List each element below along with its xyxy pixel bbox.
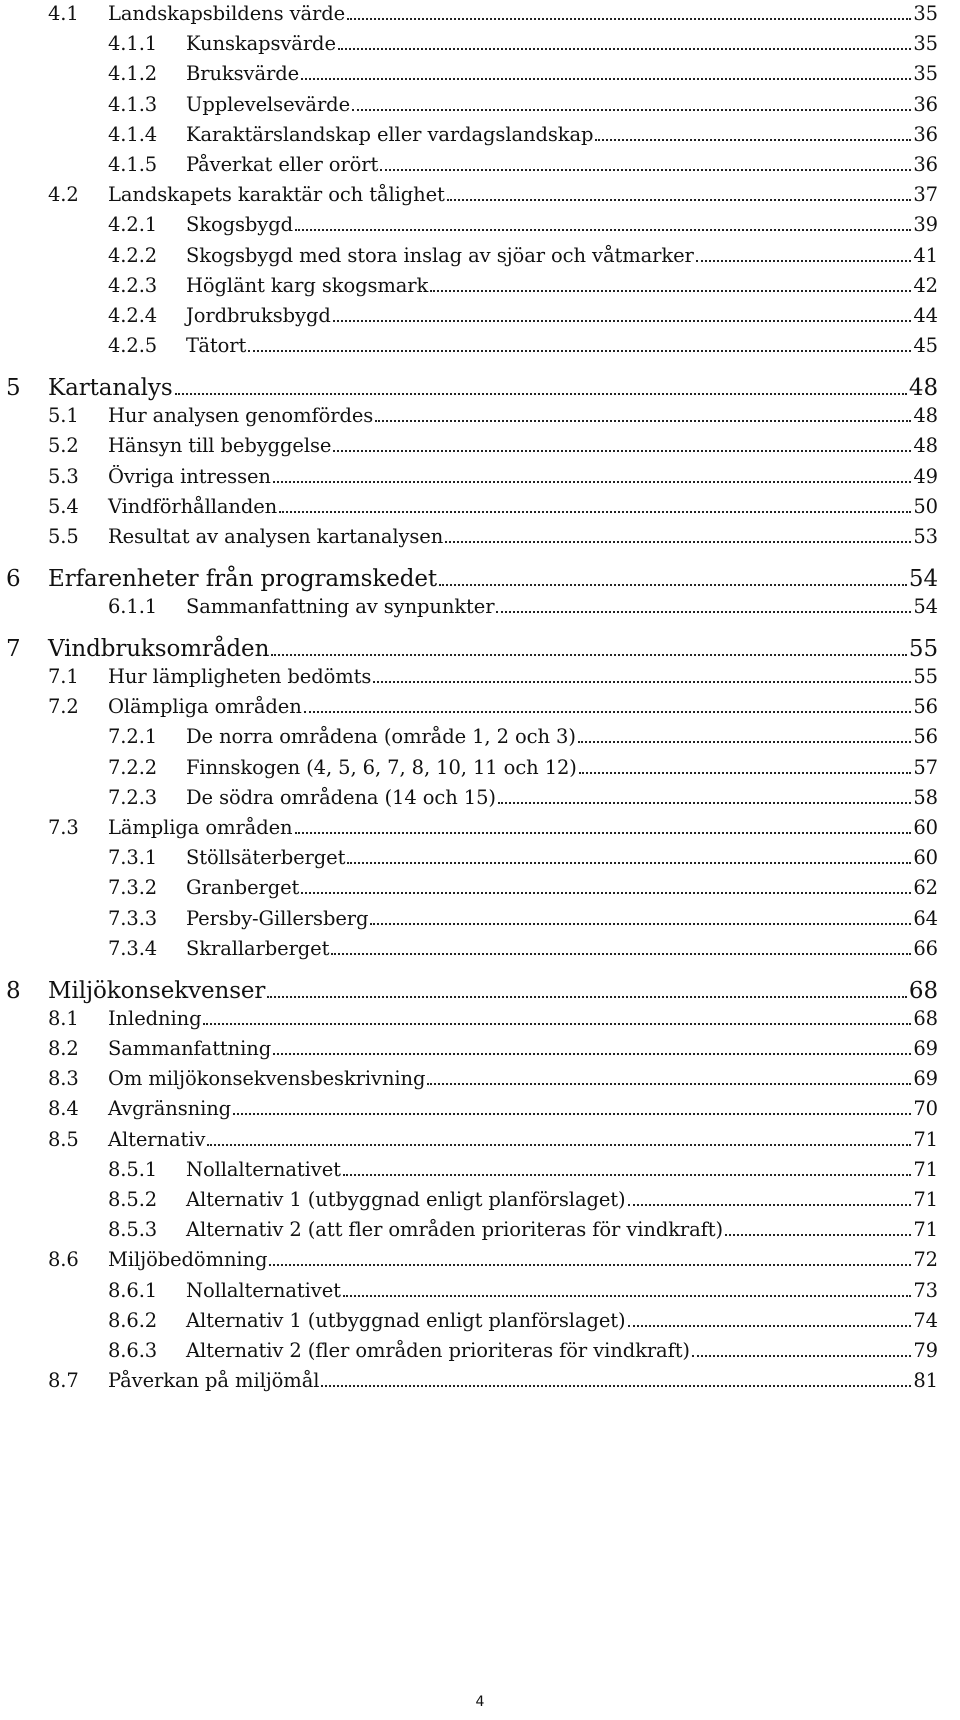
toc-dot-leader — [370, 923, 911, 925]
toc-entry[interactable] — [108, 274, 938, 298]
page-number: 4 — [475, 1694, 485, 1710]
toc-entry-number: 5.2 — [48, 434, 79, 457]
toc-entry-title: Erfarenheter från programskedet — [48, 566, 437, 592]
toc-dot-leader — [304, 711, 912, 713]
toc-entry-page: 71 — [913, 1188, 938, 1211]
toc-entry[interactable] — [48, 2, 938, 26]
toc-dot-leader — [595, 139, 911, 141]
toc-entry[interactable] — [108, 1218, 938, 1242]
toc-entry-title: Vindbruksområden — [48, 636, 270, 662]
toc-entry[interactable] — [108, 244, 938, 268]
toc-entry-title: Stöllsäterberget — [186, 846, 346, 869]
toc-dot-leader — [321, 1385, 911, 1387]
toc-entry-number: 8.3 — [48, 1067, 79, 1090]
toc-entry-title: De norra områdena (område 1, 2 och 3) — [186, 725, 576, 748]
toc-entry[interactable] — [108, 62, 938, 86]
toc-dot-leader — [338, 48, 911, 50]
toc-entry-title: Tätort — [186, 334, 247, 357]
toc-entry-number: 4.1.4 — [108, 123, 158, 146]
toc-entry-number: 7.1 — [48, 665, 79, 688]
toc-entry-page: 55 — [908, 636, 938, 662]
toc-dot-leader — [279, 511, 911, 513]
toc-entry-page: 54 — [908, 566, 938, 592]
toc-dot-leader — [175, 393, 907, 395]
toc-entry-number: 7.2 — [48, 695, 79, 718]
toc-entry-page: 72 — [913, 1248, 938, 1271]
toc-entry[interactable] — [108, 725, 938, 749]
toc-entry-number: 8.5.2 — [108, 1188, 158, 1211]
toc-entry-title: Skrallarberget — [186, 937, 330, 960]
toc-entry-page: 35 — [913, 62, 938, 85]
toc-entry-number: 7.3.2 — [108, 876, 158, 899]
toc-entry-page: 36 — [913, 93, 938, 116]
toc-entry-number: 8.5 — [48, 1128, 79, 1151]
toc-entry[interactable] — [6, 635, 938, 663]
toc-entry-page: 69 — [913, 1037, 938, 1060]
toc-entry[interactable] — [48, 495, 938, 519]
toc-entry[interactable] — [108, 32, 938, 56]
toc-dot-leader — [343, 1174, 911, 1176]
toc-entry[interactable] — [48, 1007, 938, 1031]
toc-entry[interactable] — [6, 565, 938, 593]
toc-entry-title: Persby-Gillersberg — [186, 907, 369, 930]
toc-entry-page: 66 — [913, 937, 938, 960]
toc-dot-leader — [375, 420, 911, 422]
toc-dot-leader — [628, 1204, 912, 1206]
toc-entry[interactable] — [108, 153, 938, 177]
toc-entry-number: 4.2.2 — [108, 244, 158, 267]
toc-entry-page: 69 — [913, 1067, 938, 1090]
toc-entry[interactable] — [108, 1339, 938, 1363]
toc-entry-page: 48 — [913, 434, 938, 457]
toc-entry-title: Hur lämpligheten bedömts — [108, 665, 372, 688]
toc-entry-page: 71 — [913, 1158, 938, 1181]
toc-dot-leader — [343, 1295, 911, 1297]
toc-entry-title: Inledning — [108, 1007, 202, 1030]
toc-entry-title: Landskapets karaktär och tålighet — [108, 183, 445, 206]
toc-entry-number: 8.2 — [48, 1037, 79, 1060]
toc-entry-page: 49 — [913, 465, 938, 488]
toc-entry-title: Om miljökonsekvensbeskrivning — [108, 1067, 426, 1090]
toc-entry[interactable] — [48, 1097, 938, 1121]
toc-entry-page: 56 — [913, 695, 938, 718]
toc-entry[interactable] — [48, 183, 938, 207]
toc-dot-leader — [267, 996, 907, 998]
toc-entry-page: 50 — [913, 495, 938, 518]
toc-dot-leader — [373, 681, 911, 683]
toc-entry-page: 79 — [913, 1339, 938, 1362]
toc-entry-number: 7.3 — [48, 816, 79, 839]
toc-dot-leader — [271, 654, 907, 656]
toc-entry-page: 35 — [913, 32, 938, 55]
toc-entry-number: 8.6.2 — [108, 1309, 158, 1332]
toc-entry[interactable] — [108, 1309, 938, 1333]
toc-entry[interactable] — [108, 123, 938, 147]
toc-entry-number: 6 — [6, 566, 21, 592]
toc-entry[interactable] — [48, 525, 938, 549]
toc-entry-number: 4.2.1 — [108, 213, 158, 236]
toc-entry-page: 36 — [913, 123, 938, 146]
toc-dot-leader — [439, 584, 907, 586]
toc-entry-number: 4.1.5 — [108, 153, 158, 176]
toc-dot-leader — [295, 832, 912, 834]
toc-entry[interactable] — [48, 1128, 938, 1152]
toc-entry-number: 4.2.4 — [108, 304, 158, 327]
toc-entry-title: Nollalternativet — [186, 1158, 341, 1181]
toc-dot-leader — [579, 772, 912, 774]
toc-entry-title: Miljökonsekvenser — [48, 978, 266, 1004]
toc-entry-title: Alternativ 2 (fler områden prioriteras för vindkraft) — [186, 1339, 690, 1362]
toc-entry-number: 7.3.1 — [108, 846, 158, 869]
toc-dot-leader — [496, 611, 911, 613]
toc-entry-title: Avgränsning — [108, 1097, 232, 1120]
toc-entry-title: Skogsbygd — [186, 213, 293, 236]
toc-entry[interactable] — [48, 665, 938, 689]
toc-dot-leader — [248, 350, 911, 352]
toc-entry-page: 41 — [913, 244, 938, 267]
toc-dot-leader — [352, 109, 911, 111]
toc-entry-number: 4.2 — [48, 183, 79, 206]
toc-entry-page: 62 — [913, 876, 938, 899]
toc-entry-number: 8.7 — [48, 1369, 79, 1392]
toc-entry-title: Hur analysen genomfördes — [108, 404, 374, 427]
toc-entry[interactable] — [48, 1067, 938, 1091]
toc-dot-leader — [333, 320, 912, 322]
toc-entry[interactable] — [48, 695, 938, 719]
toc-entry-page: 37 — [913, 183, 938, 206]
toc-entry-title: Vindförhållanden — [108, 495, 278, 518]
toc-entry-number: 7.2.2 — [108, 756, 158, 779]
toc-entry[interactable] — [108, 93, 938, 117]
toc-entry-title: Alternativ — [108, 1128, 206, 1151]
toc-entry-number: 5.4 — [48, 495, 79, 518]
toc-entry[interactable] — [6, 374, 938, 402]
toc-entry-page: 68 — [908, 978, 938, 1004]
toc-entry-page: 57 — [913, 756, 938, 779]
toc-entry-number: 4.2.5 — [108, 334, 158, 357]
toc-dot-leader — [725, 1234, 911, 1236]
toc-entry-title: Sammanfattning av synpunkter — [186, 595, 495, 618]
toc-entry-number: 7.2.1 — [108, 725, 158, 748]
toc-entry-number: 4.1.3 — [108, 93, 158, 116]
toc-entry[interactable] — [108, 213, 938, 237]
toc-entry-page: 35 — [913, 2, 938, 25]
toc-dot-leader — [207, 1144, 911, 1146]
toc-entry-page: 58 — [913, 786, 938, 809]
toc-dot-leader — [447, 199, 912, 201]
toc-entry-number: 4.1.2 — [108, 62, 158, 85]
toc-entry-page: 56 — [913, 725, 938, 748]
toc-dot-leader — [301, 892, 911, 894]
toc-entry-number: 7.3.3 — [108, 907, 158, 930]
toc-dot-leader — [628, 1325, 912, 1327]
toc-entry[interactable] — [48, 1037, 938, 1061]
toc-entry-title: Landskapsbildens värde — [108, 2, 346, 25]
toc-entry-page: 48 — [913, 404, 938, 427]
toc-entry-title: Påverkan på miljömål — [108, 1369, 320, 1392]
toc-entry-number: 8.1 — [48, 1007, 79, 1030]
toc-entry-title: Upplevelsevärde — [186, 93, 351, 116]
toc-entry[interactable] — [48, 1248, 938, 1272]
toc-entry-number: 4.1.1 — [108, 32, 158, 55]
toc-entry-page: 81 — [913, 1369, 938, 1392]
toc-entry-number: 8.6 — [48, 1248, 79, 1271]
toc-entry-page: 71 — [913, 1128, 938, 1151]
toc-entry-page: 74 — [913, 1309, 938, 1332]
toc-entry-number: 7 — [6, 636, 21, 662]
toc-dot-leader — [347, 18, 911, 20]
toc-entry[interactable] — [108, 876, 938, 900]
toc-entry[interactable] — [108, 756, 938, 780]
toc-entry-page: 44 — [913, 304, 938, 327]
toc-dot-leader — [445, 541, 911, 543]
toc-dot-leader — [233, 1113, 911, 1115]
toc-entry-title: Alternativ 1 (utbyggnad enligt planförslaget) — [186, 1309, 626, 1332]
toc-entry-number: 6.1.1 — [108, 595, 158, 618]
toc-entry-title: Sammanfattning — [108, 1037, 272, 1060]
toc-entry[interactable] — [48, 465, 938, 489]
toc-entry[interactable] — [48, 816, 938, 840]
toc-entry-page: 70 — [913, 1097, 938, 1120]
toc-dot-leader — [498, 802, 911, 804]
toc-entry[interactable] — [108, 937, 938, 961]
toc-entry[interactable] — [48, 434, 938, 458]
toc-dot-leader — [430, 290, 911, 292]
toc-entry-title: Kunskapsvärde — [186, 32, 336, 55]
toc-dot-leader — [331, 953, 911, 955]
toc-entry-page: 53 — [913, 525, 938, 548]
toc-entry-title: Alternativ 2 (att fler områden prioriteras för vindkraft) — [186, 1218, 724, 1241]
toc-dot-leader — [427, 1083, 911, 1085]
toc-entry-title: Påverkat eller orört — [186, 153, 379, 176]
toc-entry-title: Nollalternativet — [186, 1279, 341, 1302]
toc-entry[interactable] — [108, 595, 938, 619]
toc-entry-number: 8 — [6, 978, 21, 1004]
toc-entry[interactable] — [108, 1158, 938, 1182]
toc-entry-title: Alternativ 1 (utbyggnad enligt planförslaget) — [186, 1188, 626, 1211]
toc-entry-page: 71 — [913, 1218, 938, 1241]
toc-entry-page: 36 — [913, 153, 938, 176]
toc-entry-number: 8.5.1 — [108, 1158, 158, 1181]
toc-entry-title: Karaktärslandskap eller vardagslandskap — [186, 123, 594, 146]
toc-dot-leader — [696, 260, 912, 262]
toc-entry-number: 7.3.4 — [108, 937, 158, 960]
toc-entry-title: Finnskogen (4, 5, 6, 7, 8, 10, 11 och 12) — [186, 756, 577, 779]
toc-entry-title: Skogsbygd med stora inslag av sjöar och våtmarker — [186, 244, 694, 267]
toc-entry-page: 60 — [913, 846, 938, 869]
toc-dot-leader — [692, 1355, 911, 1357]
toc-entry[interactable] — [48, 404, 938, 428]
toc-entry-page: 48 — [908, 375, 938, 401]
toc-dot-leader — [273, 481, 912, 483]
toc-entry-number: 5.3 — [48, 465, 79, 488]
toc-entry-number: 8.6.1 — [108, 1279, 158, 1302]
toc-dot-leader — [347, 862, 911, 864]
toc-entry-title: Miljöbedömning — [108, 1248, 268, 1271]
toc-entry-title: Hänsyn till bebyggelse — [108, 434, 332, 457]
toc-entry-page: 60 — [913, 816, 938, 839]
toc-entry-title: Resultat av analysen kartanalysen — [108, 525, 444, 548]
toc-dot-leader — [301, 78, 911, 80]
toc-dot-leader — [203, 1023, 911, 1025]
toc-entry-page: 39 — [913, 213, 938, 236]
toc-entry-page: 42 — [913, 274, 938, 297]
toc-entry-title: Övriga intressen — [108, 465, 271, 488]
toc-dot-leader — [269, 1264, 911, 1266]
toc-entry-number: 4.2.3 — [108, 274, 158, 297]
toc-entry-number: 8.6.3 — [108, 1339, 158, 1362]
toc-entry-number: 7.2.3 — [108, 786, 158, 809]
toc-dot-leader — [333, 450, 911, 452]
toc-entry-title: Kartanalys — [48, 375, 173, 401]
toc-entry-title: Jordbruksbygd — [186, 304, 331, 327]
toc-entry[interactable] — [108, 334, 938, 358]
toc-dot-leader — [273, 1053, 911, 1055]
toc-entry-number: 8.5.3 — [108, 1218, 158, 1241]
toc-entry-title: Höglänt karg skogsmark — [186, 274, 429, 297]
toc-entry-title: Bruksvärde — [186, 62, 300, 85]
toc-entry-title: Granberget — [186, 876, 300, 899]
toc-entry-page: 55 — [913, 665, 938, 688]
toc-entry[interactable] — [6, 977, 938, 1005]
toc-entry[interactable] — [108, 786, 938, 810]
toc-entry[interactable] — [108, 907, 938, 931]
toc-entry-number: 5 — [6, 375, 21, 401]
toc-entry-page: 73 — [913, 1279, 938, 1302]
toc-entry[interactable] — [108, 846, 938, 870]
toc-entry[interactable] — [108, 1188, 938, 1212]
toc-entry-title: Lämpliga områden — [108, 816, 293, 839]
toc-dot-leader — [380, 169, 911, 171]
toc-entry[interactable] — [108, 1279, 938, 1303]
toc-dot-leader — [295, 229, 911, 231]
toc-entry-page: 64 — [913, 907, 938, 930]
toc-entry-page: 68 — [913, 1007, 938, 1030]
toc-entry-title: De södra områdena (14 och 15) — [186, 786, 496, 809]
toc-entry-number: 5.1 — [48, 404, 79, 427]
toc-dot-leader — [578, 741, 912, 743]
toc-entry-title: Olämpliga områden — [108, 695, 302, 718]
toc-entry[interactable] — [48, 1369, 938, 1393]
toc-entry-number: 5.5 — [48, 525, 79, 548]
toc-entry-number: 4.1 — [48, 2, 79, 25]
toc-entry-page: 45 — [913, 334, 938, 357]
toc-entry-page: 54 — [913, 595, 938, 618]
toc-entry[interactable] — [108, 304, 938, 328]
toc-entry-number: 8.4 — [48, 1097, 79, 1120]
